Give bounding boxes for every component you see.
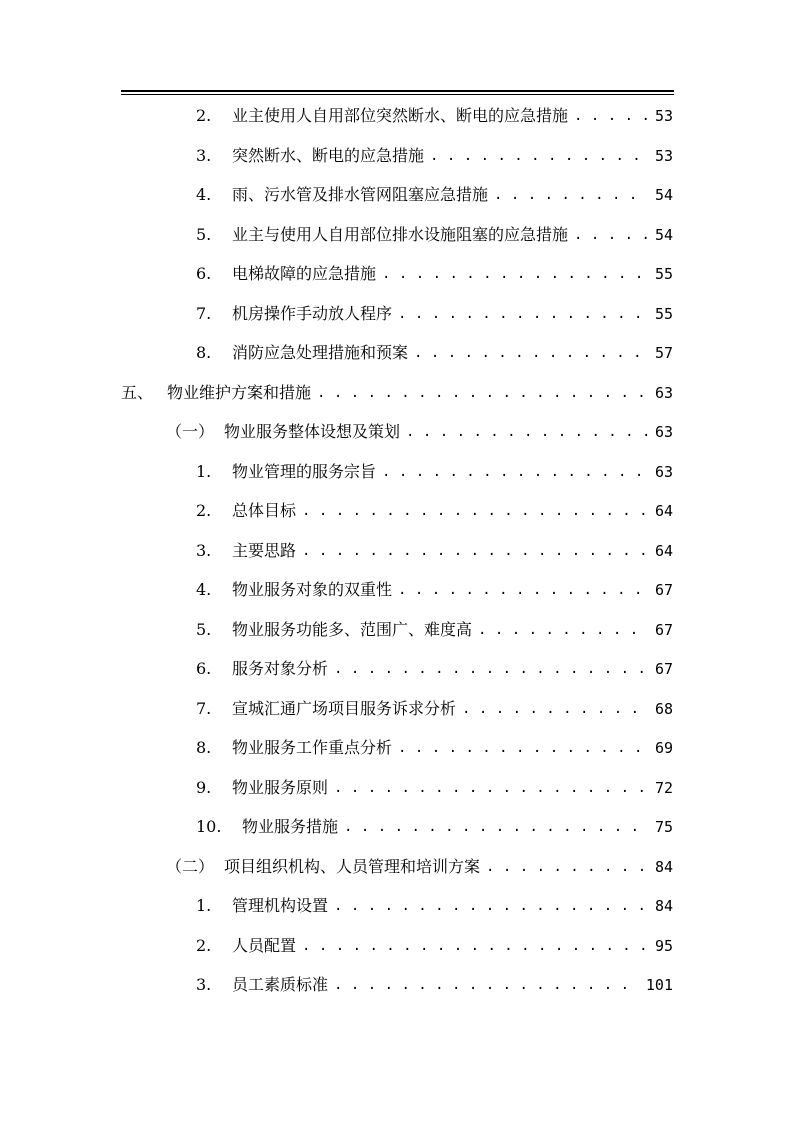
- toc-entry-number: 1.: [196, 462, 212, 481]
- toc-entry-number: 5.: [196, 620, 212, 639]
- toc-entry-page: 67: [654, 621, 673, 639]
- toc-leader-dots: [317, 383, 649, 403]
- toc-entry-page: 55: [654, 305, 673, 323]
- toc-entry-page: 63: [654, 463, 673, 481]
- toc-entry[interactable]: [196, 96, 673, 136]
- toc-entry[interactable]: [196, 136, 673, 176]
- toc-leader-dots: [478, 620, 649, 640]
- toc-entry-page: 69: [654, 739, 673, 757]
- toc-entry-title: 总体目标: [232, 501, 297, 520]
- toc-leader-dots: [462, 699, 649, 719]
- toc-entry-page: 101: [645, 976, 673, 994]
- toc-entry-section[interactable]: [166, 412, 673, 452]
- toc-leader-dots: [494, 185, 649, 205]
- toc-entry-number: 9.: [196, 778, 212, 797]
- toc-leader-dots: [414, 343, 649, 363]
- toc-entry-title: 机房操作手动放人程序: [232, 304, 393, 323]
- toc-entry-page: 55: [654, 265, 673, 283]
- toc-entry-number: 2.: [196, 106, 212, 125]
- toc-entry-title: 物业服务原则: [232, 778, 329, 797]
- toc-entry-page: 53: [654, 107, 673, 125]
- toc-entry-page: 54: [654, 186, 673, 204]
- toc-entry-chapter[interactable]: [121, 373, 673, 413]
- toc-entry-title: 主要思路: [232, 541, 297, 560]
- toc-entry[interactable]: [196, 491, 673, 531]
- toc-entry-page: 53: [654, 147, 673, 165]
- toc-entry-title: 物业服务功能多、范围广、难度高: [232, 620, 473, 639]
- toc-entry-title: 项目组织机构、人员管理和培训方案: [224, 857, 481, 876]
- toc-entry[interactable]: [196, 333, 673, 373]
- toc-leader-dots: [334, 975, 640, 995]
- toc-entry-number: 6.: [196, 264, 212, 283]
- toc-entry-page: 75: [654, 818, 673, 836]
- toc-entry-title: 物业服务工作重点分析: [232, 738, 393, 757]
- toc-leader-dots: [406, 422, 649, 442]
- toc-entry[interactable]: [196, 294, 673, 334]
- toc-entry-title: 物业服务整体设想及策划: [224, 422, 401, 441]
- toc-entry-number: 8.: [196, 738, 212, 757]
- toc-leader-dots: [334, 896, 649, 916]
- toc-entry-title: 宣城汇通广场项目服务诉求分析: [232, 699, 457, 718]
- toc-entry-page: 64: [654, 542, 673, 560]
- toc-entry-page: 63: [654, 423, 673, 441]
- toc-entry[interactable]: [196, 215, 673, 255]
- toc-entry-title: 管理机构设置: [232, 896, 329, 915]
- toc-entry-number: 6.: [196, 659, 212, 678]
- toc-entry-page: 67: [654, 660, 673, 678]
- toc-entry-page: 67: [654, 581, 673, 599]
- toc-entry[interactable]: [196, 452, 673, 492]
- toc-leader-dots: [334, 778, 649, 798]
- toc-entry-title: 物业服务措施: [242, 817, 339, 836]
- toc-entry-number: 3.: [196, 541, 212, 560]
- toc-leader-dots: [382, 462, 649, 482]
- toc-entry-title: 物业维护方案和措施: [167, 383, 312, 402]
- toc-leader-dots: [398, 304, 649, 324]
- toc-entry[interactable]: [196, 768, 673, 808]
- toc-entry-number: 2.: [196, 501, 212, 520]
- toc-leader-dots: [398, 738, 649, 758]
- toc-entry-number: 10.: [196, 817, 222, 836]
- toc-entry-title: 电梯故障的应急措施: [232, 264, 377, 283]
- toc-entry-page: 57: [654, 344, 673, 362]
- toc-entry[interactable]: [196, 254, 673, 294]
- toc-leader-dots: [302, 541, 649, 561]
- toc-leader-dots: [486, 857, 649, 877]
- toc-entry[interactable]: [196, 175, 673, 215]
- toc-entry-title: 人员配置: [232, 936, 297, 955]
- toc-entry[interactable]: [196, 807, 673, 847]
- toc-entry-title: 物业管理的服务宗旨: [232, 462, 377, 481]
- toc-leader-dots: [344, 817, 649, 837]
- toc-entry-section[interactable]: [166, 847, 673, 887]
- toc-entry-page: 64: [654, 502, 673, 520]
- toc-entry[interactable]: [196, 649, 673, 689]
- toc-entry-title: 雨、污水管及排水管网阻塞应急措施: [232, 185, 489, 204]
- header-rule-thin: [121, 94, 674, 95]
- toc-entry[interactable]: [196, 610, 673, 650]
- toc-entry-page: 54: [654, 226, 673, 244]
- toc-entry-page: 72: [654, 779, 673, 797]
- toc-entry[interactable]: [196, 965, 673, 1005]
- toc-entry-number: 1.: [196, 896, 212, 915]
- toc-entry-number: 2.: [196, 936, 212, 955]
- toc-leader-dots: [334, 659, 649, 679]
- toc-entry-title: 物业服务对象的双重性: [232, 580, 393, 599]
- toc-entry-page: 84: [654, 858, 673, 876]
- toc-entry-number: 3.: [196, 146, 212, 165]
- toc-leader-dots: [302, 501, 649, 521]
- toc-entry[interactable]: [196, 570, 673, 610]
- toc-entry[interactable]: [196, 926, 673, 966]
- toc-entry-title: 业主与使用人自用部位排水设施阻塞的应急措施: [232, 225, 569, 244]
- toc-entry-number: （一）: [166, 422, 215, 441]
- toc-entry-number: 5.: [196, 225, 212, 244]
- toc-entry-title: 消防应急处理措施和预案: [232, 343, 409, 362]
- toc-entry[interactable]: [196, 886, 673, 926]
- toc-leader-dots: [398, 580, 649, 600]
- toc-entry-page: 63: [654, 384, 673, 402]
- toc-entry[interactable]: [196, 728, 673, 768]
- toc-entry-page: 68: [654, 700, 673, 718]
- toc-entry-title: 突然断水、断电的应急措施: [232, 146, 425, 165]
- toc-leader-dots: [574, 225, 649, 245]
- toc-entry-number: （二）: [166, 857, 215, 876]
- toc-entry-number: 4.: [196, 580, 212, 599]
- toc-entry-title: 业主使用人自用部位突然断水、断电的应急措施: [232, 106, 569, 125]
- toc-entry-page: 95: [654, 937, 673, 955]
- header-rule-thick: [121, 90, 674, 92]
- toc-entry-number: 8.: [196, 343, 212, 362]
- toc-entry[interactable]: [196, 689, 673, 729]
- toc-entry-title: 员工素质标准: [232, 975, 329, 994]
- toc-entry-number: 3.: [196, 975, 212, 994]
- toc-leader-dots: [302, 936, 649, 956]
- toc-entry-number: 五、: [121, 383, 154, 402]
- toc-entry-number: 7.: [196, 699, 212, 718]
- toc-entry-page: 84: [654, 897, 673, 915]
- toc-entry[interactable]: [196, 531, 673, 571]
- toc-entry-title: 服务对象分析: [232, 659, 329, 678]
- toc-entry-number: 4.: [196, 185, 212, 204]
- toc-leader-dots: [382, 264, 649, 284]
- toc-leader-dots: [430, 146, 649, 166]
- toc-entry-number: 7.: [196, 304, 212, 323]
- toc-leader-dots: [574, 106, 649, 126]
